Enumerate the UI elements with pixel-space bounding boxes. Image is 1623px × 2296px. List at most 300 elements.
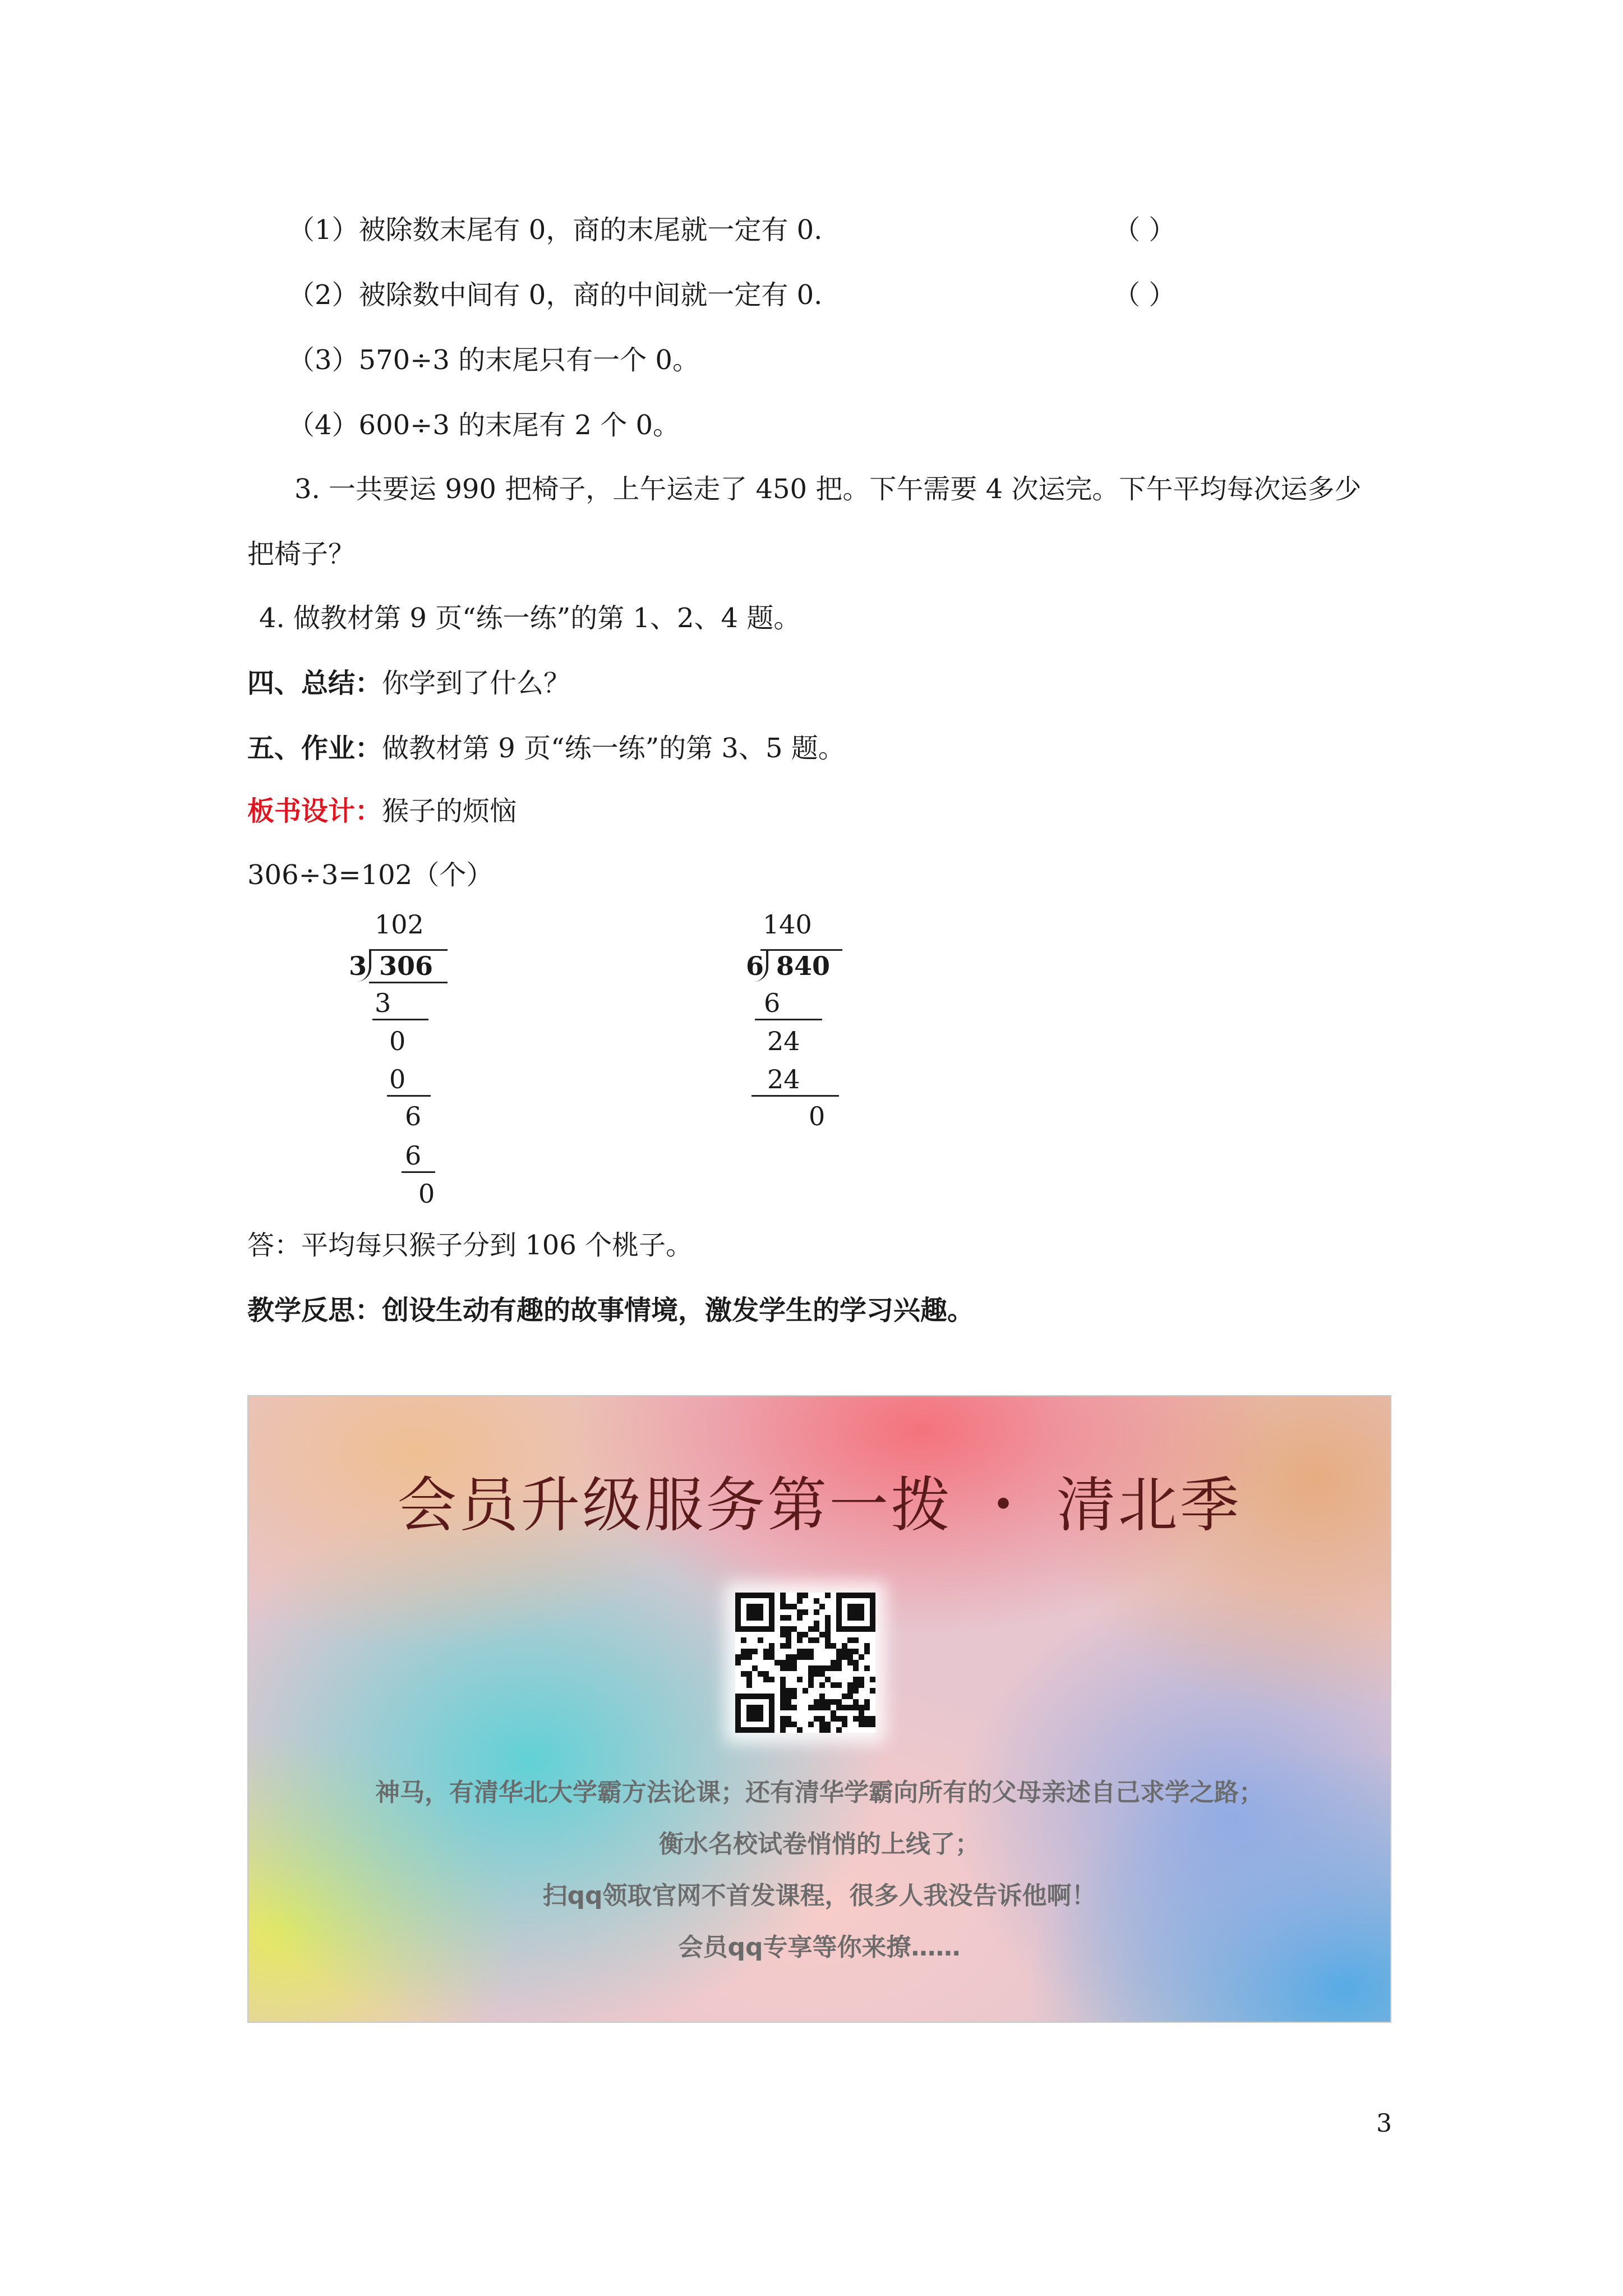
- qr-module: [797, 1615, 803, 1621]
- qr-module: [836, 1660, 842, 1665]
- section-summary-heading: 四、总结：: [247, 668, 382, 699]
- qr-module: [741, 1654, 746, 1660]
- question-1: [288, 213, 822, 247]
- qr-module: [825, 1643, 831, 1649]
- qr-module: [752, 1716, 758, 1722]
- qr-module: [825, 1593, 831, 1598]
- qr-module: [836, 1621, 842, 1626]
- qr-module: [825, 1621, 831, 1626]
- qr-module: [836, 1682, 842, 1688]
- qr-module: [831, 1682, 836, 1688]
- qr-module: [847, 1609, 853, 1615]
- qr-module: [780, 1665, 786, 1671]
- qr-module: [819, 1682, 825, 1688]
- qr-module: [741, 1694, 746, 1699]
- qr-module: [758, 1671, 763, 1677]
- qr-module: [752, 1626, 758, 1632]
- qr-module: [864, 1643, 870, 1649]
- qr-module: [735, 1609, 741, 1615]
- qr-module: [797, 1637, 803, 1643]
- qr-module: [814, 1716, 819, 1722]
- qr-module: [786, 1643, 791, 1649]
- qr-module: [797, 1609, 803, 1615]
- qr-module: [814, 1665, 819, 1671]
- qr-module: [870, 1621, 875, 1626]
- qr-module: [836, 1593, 842, 1598]
- qr-code-graphic: [735, 1593, 875, 1733]
- qr-module: [870, 1609, 875, 1615]
- qr-module: [758, 1727, 763, 1733]
- qr-module: [735, 1598, 741, 1604]
- qr-module: [870, 1615, 875, 1621]
- qr-module: [847, 1694, 853, 1699]
- qr-module: [842, 1654, 847, 1660]
- qr-module: [741, 1727, 746, 1733]
- qr-module: [791, 1688, 797, 1694]
- qr-module: [825, 1705, 831, 1710]
- qr-module: [831, 1716, 836, 1722]
- qr-module: [746, 1705, 752, 1710]
- qr-module: [825, 1626, 831, 1632]
- qr-module: [769, 1694, 774, 1699]
- qr-module: [786, 1632, 791, 1637]
- division-2-dividend: 840: [776, 951, 831, 981]
- qr-module: [831, 1699, 836, 1705]
- qr-module: [803, 1609, 808, 1615]
- division-2-divisor: 6: [746, 951, 764, 981]
- qr-module: [808, 1677, 814, 1682]
- qr-module: [803, 1654, 808, 1660]
- division-1-step-3-rule: [387, 1095, 431, 1097]
- board-design-title: 猴子的烦恼: [382, 795, 517, 827]
- qr-module: [763, 1677, 769, 1682]
- qr-module: [741, 1649, 746, 1654]
- qr-module: [859, 1604, 864, 1609]
- qr-module: [746, 1682, 752, 1688]
- board-design-heading: 板书设计：: [247, 795, 382, 827]
- page-number: 3: [1376, 2109, 1392, 2138]
- qr-module: [769, 1615, 774, 1621]
- question-2-answer-blank: （ ）: [1113, 279, 1176, 311]
- qr-module: [752, 1705, 758, 1710]
- qr-module: [763, 1654, 769, 1660]
- qr-module: [819, 1705, 825, 1710]
- qr-module: [786, 1626, 791, 1632]
- qr-module: [864, 1665, 870, 1671]
- qr-module: [786, 1654, 791, 1660]
- qr-module: [842, 1705, 847, 1710]
- qr-module: [853, 1682, 859, 1688]
- qr-module: [791, 1722, 797, 1727]
- qr-module: [825, 1637, 831, 1643]
- qr-module: [791, 1665, 797, 1671]
- problem-3-line-1: 3. 一共要运 990 把椅子，上午运走了 450 把。下午需要 4 次运完。下午平均每次运多少: [294, 473, 1362, 505]
- qr-module: [746, 1593, 752, 1598]
- qr-module: [735, 1699, 741, 1705]
- section-homework-text: 做教材第 9 页“练一练”的第 3、5 题。: [382, 733, 845, 764]
- qr-module: [780, 1716, 786, 1722]
- qr-module: [814, 1621, 819, 1626]
- qr-module: [752, 1694, 758, 1699]
- qr-module: [814, 1671, 819, 1677]
- qr-module: [769, 1604, 774, 1609]
- qr-module: [797, 1649, 803, 1654]
- qr-module: [774, 1660, 780, 1665]
- qr-module: [870, 1626, 875, 1632]
- qr-module: [780, 1694, 786, 1699]
- division-2-quotient: 140: [763, 909, 812, 940]
- qr-module: [819, 1727, 825, 1733]
- teaching-reflection: 教学反思：创设生动有趣的故事情境，激发学生的学习兴趣。: [247, 1295, 975, 1326]
- qr-module: [769, 1727, 774, 1733]
- qr-module: [814, 1626, 819, 1632]
- qr-module: [758, 1593, 763, 1598]
- qr-module: [859, 1716, 864, 1722]
- division-2-step-3-rule: [751, 1095, 839, 1097]
- qr-module: [735, 1604, 741, 1609]
- qr-module: [859, 1722, 864, 1727]
- qr-module: [825, 1727, 831, 1733]
- qr-module: [735, 1621, 741, 1626]
- section-homework: [247, 731, 845, 765]
- qr-module: [814, 1705, 819, 1710]
- qr-module: [758, 1716, 763, 1722]
- banner-line-2: 衡水名校试卷悄悄的上线了；: [659, 1830, 980, 1858]
- qr-module: [786, 1615, 791, 1621]
- division-1-remainder: 0: [418, 1179, 435, 1209]
- division-1-bracket: [357, 949, 371, 982]
- qr-module: [808, 1665, 814, 1671]
- qr-module: [758, 1710, 763, 1716]
- qr-module: [780, 1722, 786, 1727]
- board-design: [247, 794, 517, 828]
- qr-module: [746, 1677, 752, 1682]
- qr-module: [786, 1705, 791, 1710]
- qr-module: [752, 1649, 758, 1654]
- qr-module: [780, 1626, 786, 1632]
- qr-module: [870, 1688, 875, 1694]
- qr-module: [864, 1722, 870, 1727]
- qr-module: [786, 1688, 791, 1694]
- qr-module: [746, 1654, 752, 1660]
- qr-module: [741, 1637, 746, 1643]
- qr-module: [780, 1593, 786, 1598]
- qr-module: [780, 1682, 786, 1688]
- qr-module: [825, 1632, 831, 1637]
- qr-module: [769, 1626, 774, 1632]
- qr-module: [836, 1705, 842, 1710]
- qr-module: [769, 1654, 774, 1660]
- qr-module: [752, 1665, 758, 1671]
- qr-module: [836, 1654, 842, 1660]
- qr-module: [808, 1637, 814, 1643]
- qr-module: [769, 1598, 774, 1604]
- qr-module: [763, 1727, 769, 1733]
- qr-module: [791, 1660, 797, 1665]
- qr-module: [769, 1722, 774, 1727]
- division-1-dividend: 306: [379, 951, 434, 981]
- qr-module: [758, 1705, 763, 1710]
- qr-module: [819, 1694, 825, 1699]
- qr-module: [870, 1593, 875, 1598]
- qr-module: [853, 1688, 859, 1694]
- qr-module: [735, 1626, 741, 1632]
- qr-module: [791, 1654, 797, 1660]
- qr-module: [831, 1710, 836, 1716]
- qr-module: [864, 1699, 870, 1705]
- qr-module: [859, 1705, 864, 1710]
- equation: 306÷3=102（个）: [247, 859, 494, 891]
- qr-module: [870, 1716, 875, 1722]
- qr-module: [814, 1699, 819, 1705]
- qr-module: [741, 1593, 746, 1598]
- question-3: （3）570÷3 的末尾只有一个 0。: [288, 344, 699, 376]
- qr-module: [769, 1716, 774, 1722]
- qr-module: [735, 1654, 741, 1660]
- qr-module: [786, 1716, 791, 1722]
- qr-module: [769, 1705, 774, 1710]
- qr-module: [735, 1727, 741, 1733]
- division-2-step-2: 24: [767, 1026, 800, 1056]
- qr-module: [814, 1637, 819, 1643]
- qr-module: [763, 1626, 769, 1632]
- qr-module: [847, 1593, 853, 1598]
- qr-module: [853, 1716, 859, 1722]
- qr-module: [758, 1694, 763, 1699]
- qr-module: [864, 1649, 870, 1654]
- qr-module: [831, 1665, 836, 1671]
- qr-module: [746, 1615, 752, 1621]
- qr-module: [780, 1727, 786, 1733]
- question-4: （4）600÷3 的末尾有 2 个 0。: [288, 409, 680, 441]
- qr-module: [836, 1626, 842, 1632]
- qr-module: [853, 1604, 859, 1609]
- qr-module: [836, 1598, 842, 1604]
- division-2-bracket: [754, 949, 768, 982]
- qr-module: [808, 1626, 814, 1632]
- qr-module: [797, 1677, 803, 1682]
- problem-4: 4. 做教材第 9 页“练一练”的第 1、2、4 题。: [259, 602, 801, 634]
- qr-module: [842, 1722, 847, 1727]
- section-homework-heading: 五、作业：: [247, 733, 382, 764]
- qr-module: [836, 1649, 842, 1654]
- qr-module: [859, 1626, 864, 1632]
- qr-module: [825, 1699, 831, 1705]
- qr-module: [825, 1677, 831, 1682]
- qr-module: [808, 1722, 814, 1727]
- qr-module: [853, 1637, 859, 1643]
- qr-module: [853, 1677, 859, 1682]
- qr-module: [735, 1694, 741, 1699]
- qr-module: [746, 1649, 752, 1654]
- qr-module: [853, 1699, 859, 1705]
- banner-line-4: 会员qq专享等你来撩……: [678, 1933, 961, 1962]
- qr-module: [842, 1643, 847, 1649]
- qr-module: [758, 1637, 763, 1643]
- qr-module: [758, 1615, 763, 1621]
- question-2: [288, 278, 822, 312]
- qr-module: [819, 1699, 825, 1705]
- qr-module: [735, 1660, 741, 1665]
- qr-module: [864, 1716, 870, 1722]
- qr-module: [769, 1677, 774, 1682]
- qr-module: [780, 1632, 786, 1637]
- qr-module: [814, 1598, 819, 1604]
- qr-module: [786, 1694, 791, 1699]
- qr-module: [836, 1699, 842, 1705]
- qr-module: [842, 1716, 847, 1722]
- qr-module: [780, 1643, 786, 1649]
- qr-module: [853, 1609, 859, 1615]
- division-1-divisor: 3: [349, 951, 367, 981]
- division-1-step-5: 6: [405, 1140, 422, 1171]
- qr-module: [808, 1682, 814, 1688]
- qr-module: [819, 1671, 825, 1677]
- qr-module: [741, 1626, 746, 1632]
- qr-module: [847, 1660, 853, 1665]
- division-2-step-1: 6: [764, 988, 781, 1018]
- qr-module: [741, 1671, 746, 1677]
- qr-module: [836, 1727, 842, 1733]
- qr-module: [847, 1705, 853, 1710]
- qr-module: [735, 1615, 741, 1621]
- qr-module: [853, 1649, 859, 1654]
- qr-module: [763, 1671, 769, 1677]
- qr-module: [786, 1699, 791, 1705]
- qr-module: [786, 1637, 791, 1643]
- qr-module: [780, 1660, 786, 1665]
- qr-module: [780, 1705, 786, 1710]
- qr-module: [786, 1604, 791, 1609]
- qr-module: [853, 1615, 859, 1621]
- qr-module: [847, 1688, 853, 1694]
- section-summary: [247, 666, 570, 700]
- qr-module: [859, 1615, 864, 1621]
- qr-module: [819, 1632, 825, 1637]
- division-1-step-2: 0: [389, 1026, 406, 1056]
- division-2-step-3: 24: [767, 1064, 800, 1094]
- qr-module: [797, 1593, 803, 1598]
- qr-module: [763, 1649, 769, 1654]
- qr-module: [853, 1593, 859, 1598]
- qr-module: [808, 1649, 814, 1654]
- qr-module: [864, 1593, 870, 1598]
- banner-line-3: 扫qq领取官网不首发课程，很多人我没告诉他啊！: [542, 1881, 1096, 1910]
- qr-module: [758, 1609, 763, 1615]
- division-1-step-3: 0: [389, 1064, 406, 1094]
- qr-module: [769, 1609, 774, 1615]
- qr-module: [842, 1593, 847, 1598]
- qr-module: [746, 1609, 752, 1615]
- qr-module: [853, 1660, 859, 1665]
- qr-module: [859, 1593, 864, 1598]
- qr-module: [853, 1705, 859, 1710]
- qr-module: [808, 1654, 814, 1660]
- qr-module: [836, 1604, 842, 1609]
- problem-3-line-2: 把椅子？: [247, 539, 356, 570]
- banner-line-1: 神马，有清华北大学霸方法论课；还有清华学霸向所有的父母亲述自己求学之路；: [375, 1778, 1264, 1807]
- qr-module: [791, 1604, 797, 1609]
- qr-module: [746, 1626, 752, 1632]
- qr-module: [746, 1727, 752, 1733]
- qr-module: [758, 1626, 763, 1632]
- qr-module: [870, 1677, 875, 1682]
- qr-module: [847, 1649, 853, 1654]
- qr-module: [735, 1716, 741, 1722]
- qr-module: [859, 1677, 864, 1682]
- qr-module: [797, 1727, 803, 1733]
- question-1-text: （1）被除数末尾有 0，商的末尾就一定有 0.: [288, 214, 823, 246]
- qr-module: [769, 1643, 774, 1649]
- division-2-step-1-rule: [755, 1019, 822, 1020]
- qr-module: [859, 1682, 864, 1688]
- qr-module: [791, 1694, 797, 1699]
- qr-module: [819, 1722, 825, 1727]
- qr-module: [847, 1654, 853, 1660]
- qr-module: [786, 1660, 791, 1665]
- qr-module: [870, 1604, 875, 1609]
- qr-module: [735, 1722, 741, 1727]
- qr-module: [746, 1716, 752, 1722]
- qr-module: [859, 1654, 864, 1660]
- qr-module: [836, 1665, 842, 1671]
- qr-module: [746, 1604, 752, 1609]
- qr-module: [791, 1705, 797, 1710]
- promo-banner[interactable]: [247, 1395, 1391, 2023]
- qr-module: [763, 1694, 769, 1699]
- division-1-quotient: 102: [375, 909, 424, 940]
- qr-module: [752, 1727, 758, 1733]
- qr-module: [842, 1626, 847, 1632]
- qr-module: [870, 1598, 875, 1604]
- qr-module: [769, 1649, 774, 1654]
- qr-module: [752, 1593, 758, 1598]
- qr-module: [735, 1705, 741, 1710]
- qr-module: [831, 1660, 836, 1665]
- qr-module: [803, 1632, 808, 1637]
- qr-module: [780, 1699, 786, 1705]
- qr-module: [791, 1626, 797, 1632]
- qr-module: [769, 1710, 774, 1716]
- qr-module: [803, 1688, 808, 1694]
- qr-module: [780, 1604, 786, 1609]
- division-1-step-4: 6: [405, 1101, 422, 1131]
- question-1-answer-blank: （ ）: [1113, 214, 1176, 246]
- qr-module: [847, 1615, 853, 1621]
- qr-module: [769, 1699, 774, 1705]
- qr-module: [825, 1665, 831, 1671]
- qr-module: [752, 1615, 758, 1621]
- qr-module: [803, 1593, 808, 1598]
- division-1-step-1-rule: [372, 1019, 428, 1020]
- division-1-dividend-underline: [369, 982, 448, 983]
- qr-module: [864, 1705, 870, 1710]
- qr-module: [870, 1722, 875, 1727]
- section-summary-text: 你学到了什么？: [382, 668, 571, 699]
- qr-code-icon[interactable]: [735, 1593, 875, 1733]
- qr-module: [836, 1716, 842, 1722]
- qr-module: [859, 1710, 864, 1716]
- answer: 答：平均每只猴子分到 106 个桃子。: [247, 1230, 693, 1261]
- qr-module: [752, 1604, 758, 1609]
- qr-module: [819, 1716, 825, 1722]
- qr-module: [780, 1598, 786, 1604]
- qr-module: [786, 1722, 791, 1727]
- qr-module: [864, 1626, 870, 1632]
- qr-module: [819, 1604, 825, 1609]
- qr-module: [836, 1615, 842, 1621]
- qr-module: [847, 1604, 853, 1609]
